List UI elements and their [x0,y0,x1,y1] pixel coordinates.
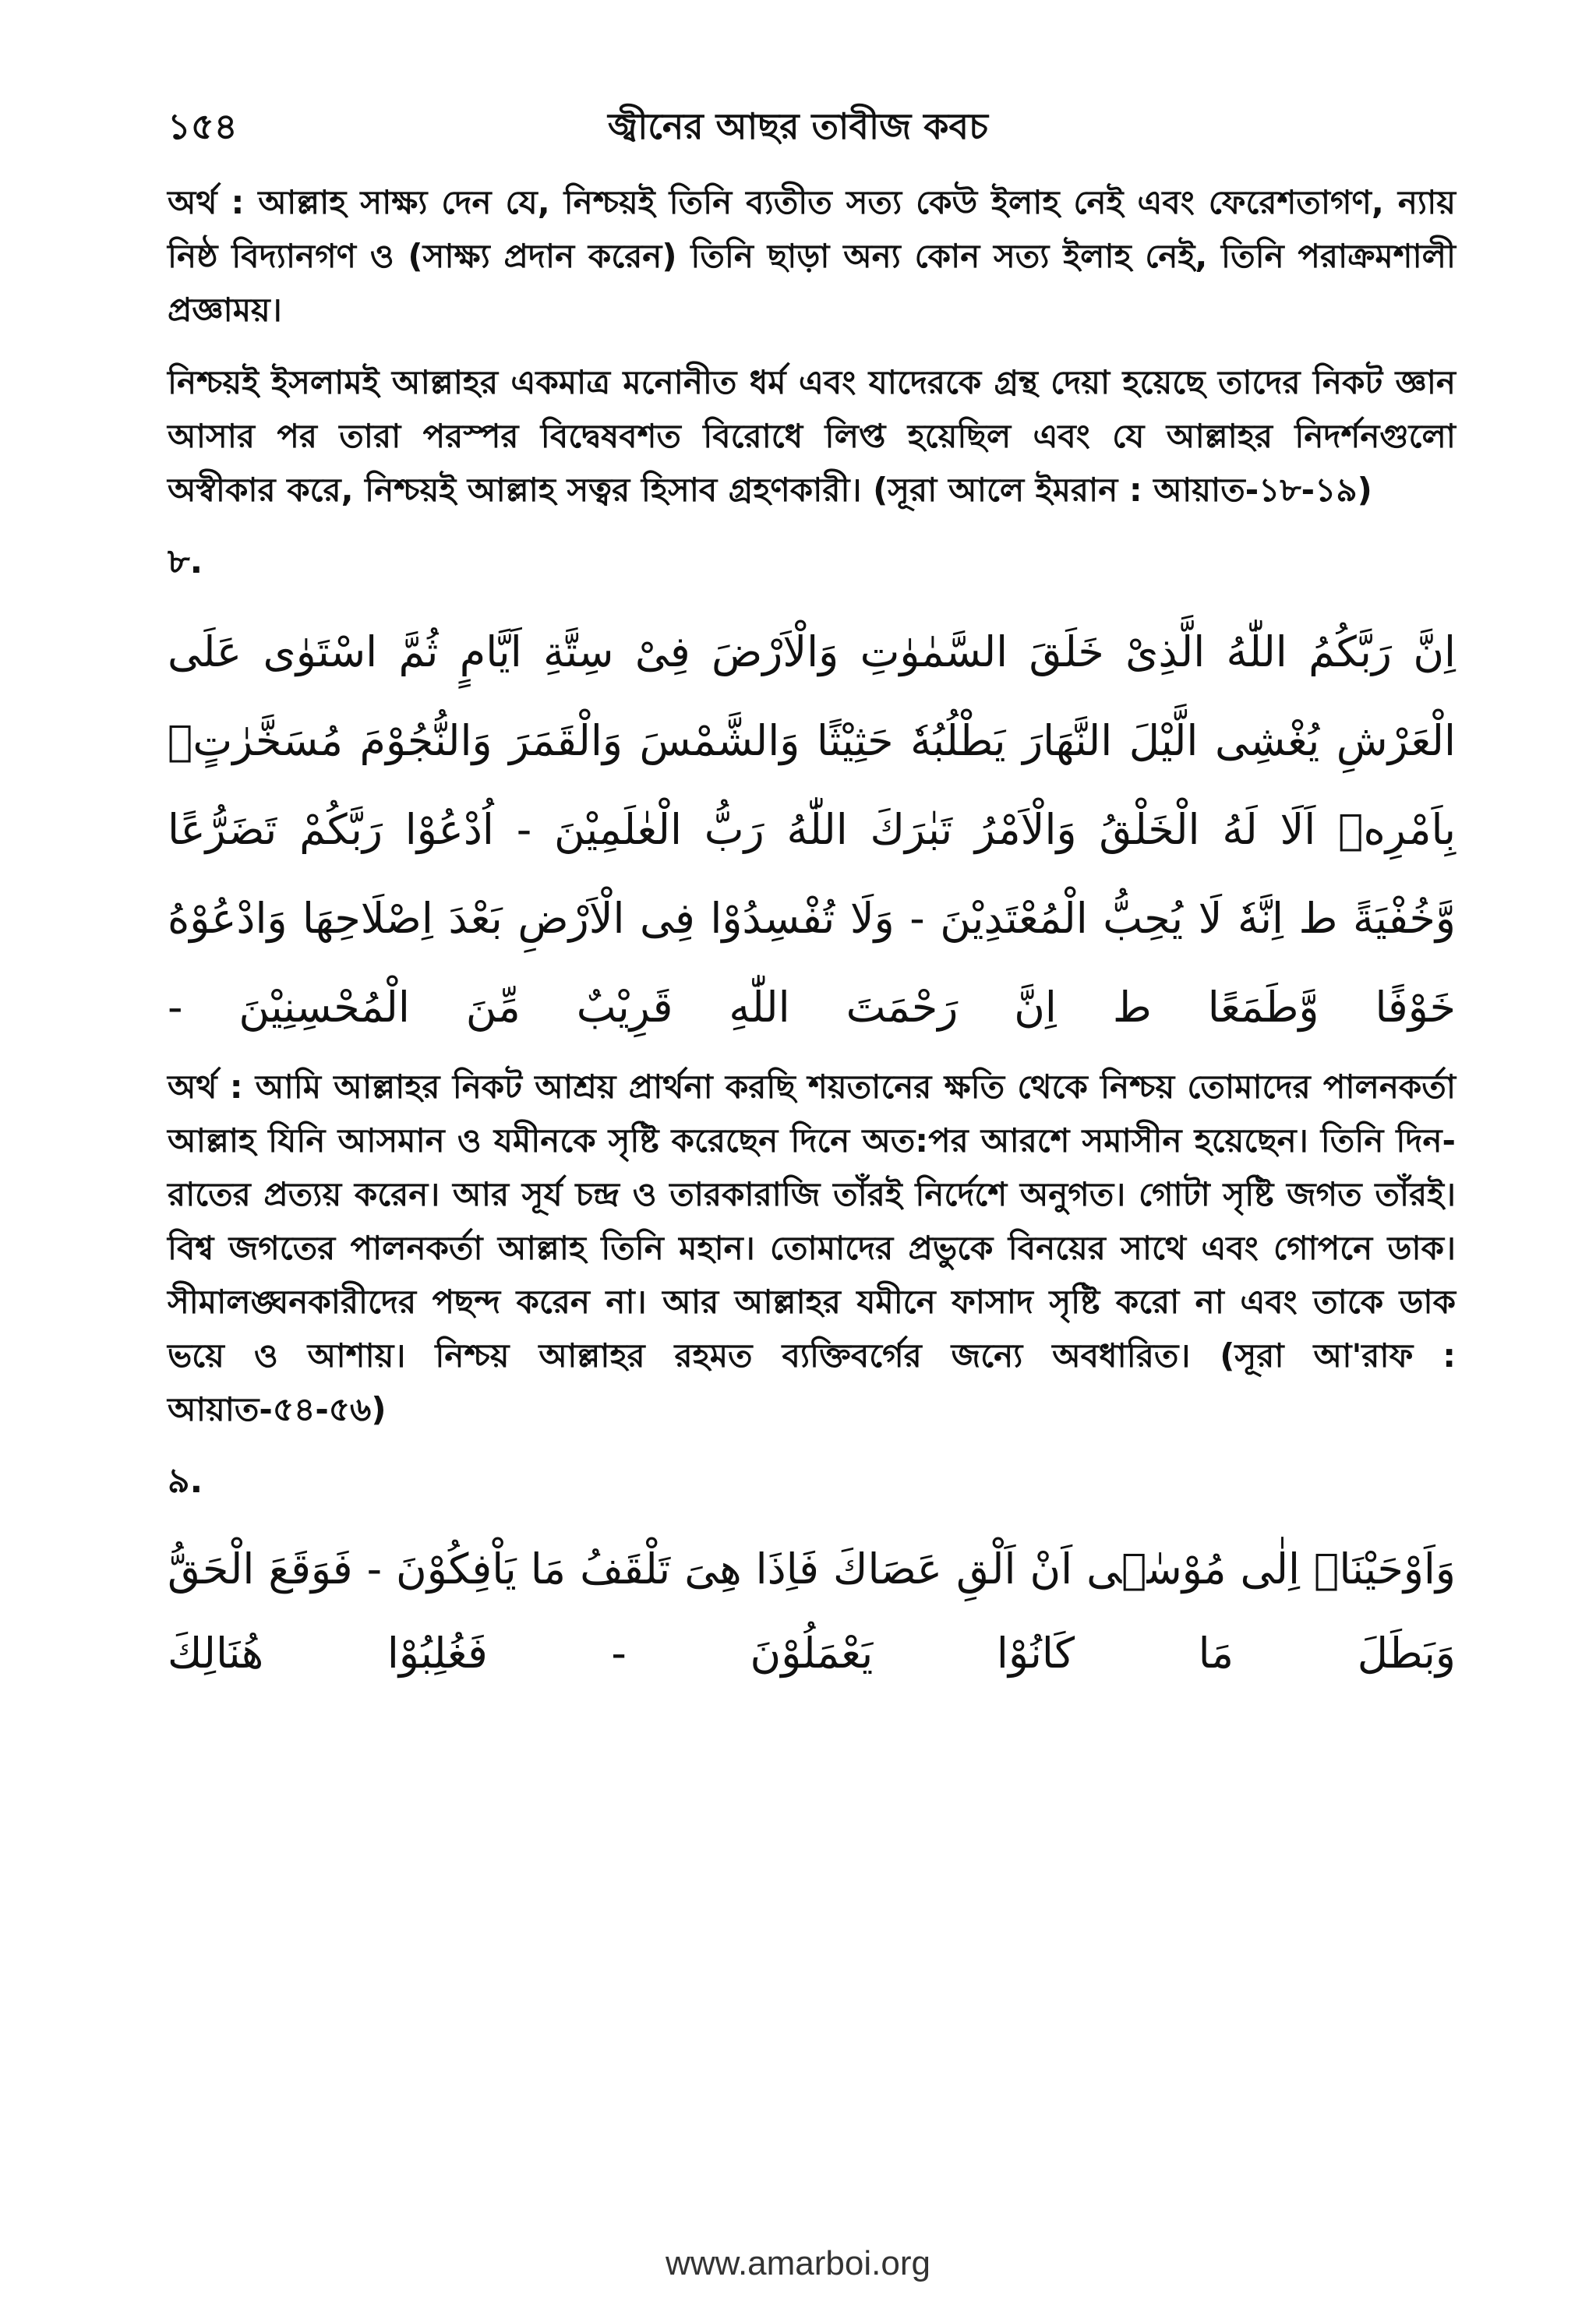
arabic-verse: اِنَّ رَبَّكُمُ اللّٰهُ الَّذِىْ خَلَقَ السَّمٰوٰتِ وَالْاَرْضَ فِىْ سِتَّةِ اَيَّامٍ ثُمَّ اسْتَوٰى عَلَى الْعَرْشِ يُغْشِى الَّيْلَ النَّهَارَ يَطْلُبُهٗ حَثِيْثًا وَالشَّمْسَ وَالْقَمَرَ وَالنُّجُوْمَ مُسَخَّرٰتٍۭ بِاَمْرِهٖ اَلَا لَهُ الْخَلْقُ وَالْاَمْرُ تَبٰرَكَ اللّٰهُ رَبُّ الْعٰلَمِيْنَ - اُدْعُوْا رَبَّكُمْ تَضَرُّعًا وَّخُفْيَةً ط اِنَّهٗ لَا يُحِبُّ الْمُعْتَدِيْنَ - وَلَا تُفْسِدُوْا فِى الْاَرْضِ بَعْدَ اِصْلَاحِهَا وَادْعُوْهُ خَوْفًا وَّطَمَعًا ط اِنَّ رَحْمَتَ اللّٰهِ قَرِيْبٌ مِّنَ الْمُحْسِنِيْنَ - [168,627,1456,1032]
arabic-verse: وَاَوْحَيْنَاۤ اِلٰى مُوْسٰۤى اَنْ اَلْقِ عَصَاكَ فَاِذَا هِىَ تَلْقَفُ مَا يَاْفِكُوْنَ - فَوَقَعَ الْحَقُّ وَبَطَلَ مَا كَانُوْا يَعْمَلُوْنَ - فَغُلِبُوْا هُنَالِكَ [168,1544,1456,1678]
page-number: ১৫৪ [168,105,238,147]
translation-paragraph: অর্থ : আল্লাহ সাক্ষ্য দেন যে, নিশ্চয়ই তিনি ব্যতীত সত্য কেউ ইলাহ নেই এবং ফেরেশতাগণ, ন্যায় নিষ্ঠ বিদ্যানগণ ও (সাক্ষ্য প্রদান করেন) তিনি ছাড়া অন্য কোন সত্য ইলাহ নেই, তিনি পরাক্রমশালী প্রজ্ঞাময়। [168,183,1456,329]
page-body [168,175,1456,1703]
translation-paragraph: অর্থ : আমি আল্লাহর নিকট আশ্রয় প্রার্থনা করছি শয়তানের ক্ষতি থেকে নিশ্চয় তোমাদের পালনকর্তা আল্লাহ যিনি আসমান ও যমীনকে সৃষ্টি করেছেন দিনে অত:পর আরশে সমাসীন হয়েছেন। তিনি দিন-রাতের প্রত্যয় করেন। আর সূর্য চন্দ্র ও তারকারাজি তাঁরই নির্দেশে অনুগত। গোটা সৃষ্টি জগত তাঁরই। বিশ্ব জগতের পালনকর্তা আল্লাহ তিনি মহান। তোমাদের প্রভুকে বিনয়ের সাথে এবং গোপনে ডাক। সীমালঙ্ঘনকারীদের পছন্দ করেন না। আর আল্লাহর যমীনে ফাসাদ সৃষ্টি করো না এবং তাকে ডাক ভয়ে ও আশায়। নিশ্চয় আল্লাহর রহমত ব্যক্তিবর্গের জন্যে অবধারিত। (সূরা আ'রাফ : আয়াত-৫৪-৫৬) [168,1068,1456,1428]
verse-number: ৯. [168,1461,203,1501]
footer-url: www.amarboi.org [666,2244,930,2282]
page-header [168,94,1428,171]
running-title: জ্বীনের আছর তাবীজ কবচ [608,105,988,147]
translation-paragraph: নিশ্চয়ই ইসলামই আল্লাহর একমাত্র মনোনীত ধর্ম এবং যাদেরকে গ্রন্থ দেয়া হয়েছে তাদের নিকট জ্ঞান আসার পর তারা পরস্পর বিদ্বেষবশত বিরোধে লিপ্ত হয়েছিল এবং যে আল্লাহর নিদর্শনগুলো অস্বীকার করে, নিশ্চয়ই আল্লাহ সত্বর হিসাব গ্রহণকারী। (সূরা আলে ইমরান : আয়াত-১৮-১৯) [168,363,1456,509]
verse-number: ৮. [168,542,203,581]
